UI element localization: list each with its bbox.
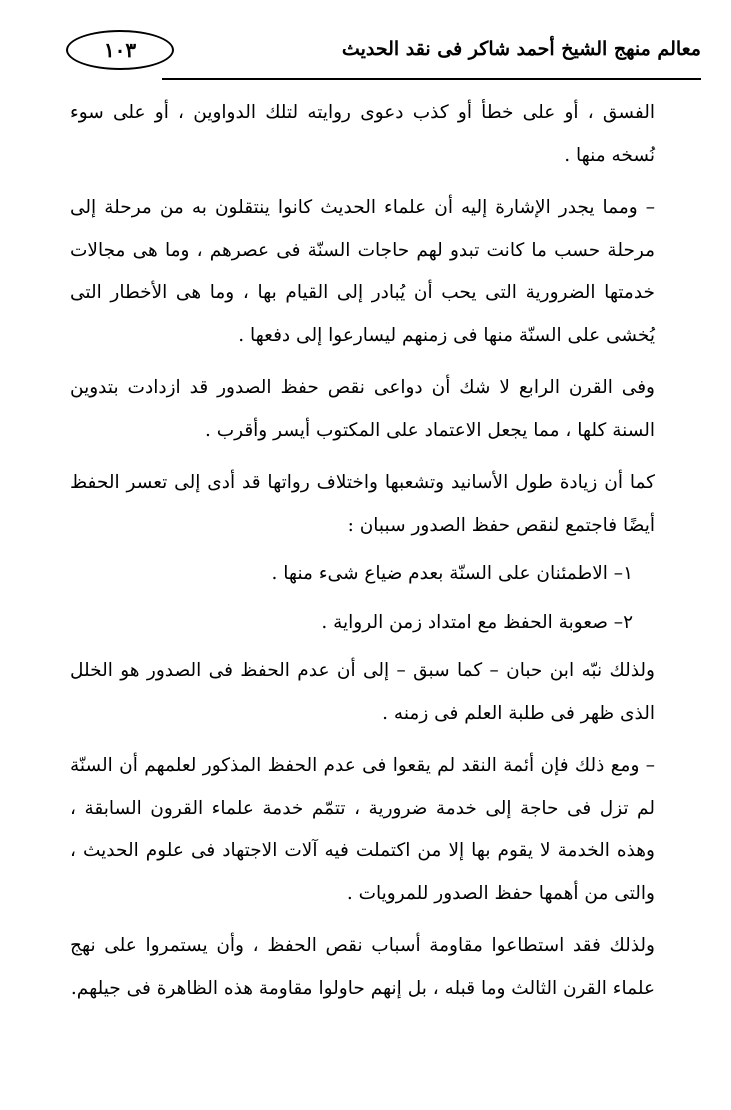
paragraph-6: – ومع ذلك فإن أئمة النقد لم يقعوا فى عدم الحفظ المذكور لعلمهم أن السنّة لم تزل فى حاجة إلى خدمة ضرورية ، تتمّم خدمة علماء القرون السابقة ، وهذه الخدمة لا يقوم بها إلا من اكتملت فيه آلات الاجتهاد فى علوم الحديث ، والتى من أهمها حفظ الصدور للمرويات . — [70, 755, 655, 904]
list-item-2: ٢– صعوبة الحفظ مع امتداد زمن الرواية . — [321, 611, 633, 633]
list-item-1: ١– الاطمئنان على السنّة بعدم ضياع شىء منها . — [271, 563, 633, 584]
paragraph-2: – ومما يجدر الإشارة إليه أن علماء الحديث كانوا ينتقلون به من مرحلة إلى مرحلة حسب ما كانت تبدو لهم حاجات السنّة فى عصرهم ، وما هى مجالات خدمتها الضرورية التى يحب أن يُبادر إلى القيام بها ، وما هى الأخطار التى يُخشى على السنّة منها فى زمنهم ليسارعوا إلى دفعها . — [70, 197, 655, 346]
paragraph-1: الفسق ، أو على خطأ أو كذب دعوى روايته لتلك الدواوين ، أو على سوء نُسخه منها . — [70, 102, 655, 166]
page-body — [70, 92, 655, 1020]
running-title: معالم منهج الشيخ أحمد شاكر فى نقد الحديث — [341, 38, 701, 60]
header-rule — [162, 78, 701, 80]
page-header — [66, 26, 701, 82]
paragraph-5: ولذلك نبّه ابن حبان – كما سبق – إلى أن عدم الحفظ فى الصدور هو الخلل الذى ظهر فى طلبة العلم فى زمنه . — [70, 660, 655, 724]
page-number: ١٠٣ — [66, 30, 174, 70]
paragraph-4: كما أن زيادة طول الأسانيد وتشعبها واختلاف رواتها قد أدى إلى تعسر الحفظ أيضًا فاجتمع لنقص حفظ الصدور سببان : — [70, 472, 655, 536]
paragraph-7: ولذلك فقد استطاعوا مقاومة أسباب نقص الحفظ ، وأن يستمروا على نهج علماء القرن الثالث وما قبله ، بل إنهم حاولوا مقاومة هذه الظاهرة فى جيلهم. — [70, 935, 655, 999]
paragraph-3: وفى القرن الرابع لا شك أن دواعى نقص حفظ الصدور قد ازدادت بتدوين السنة كلها ، مما يجعل الاعتماد على المكتوب أيسر وأقرب . — [70, 377, 655, 441]
